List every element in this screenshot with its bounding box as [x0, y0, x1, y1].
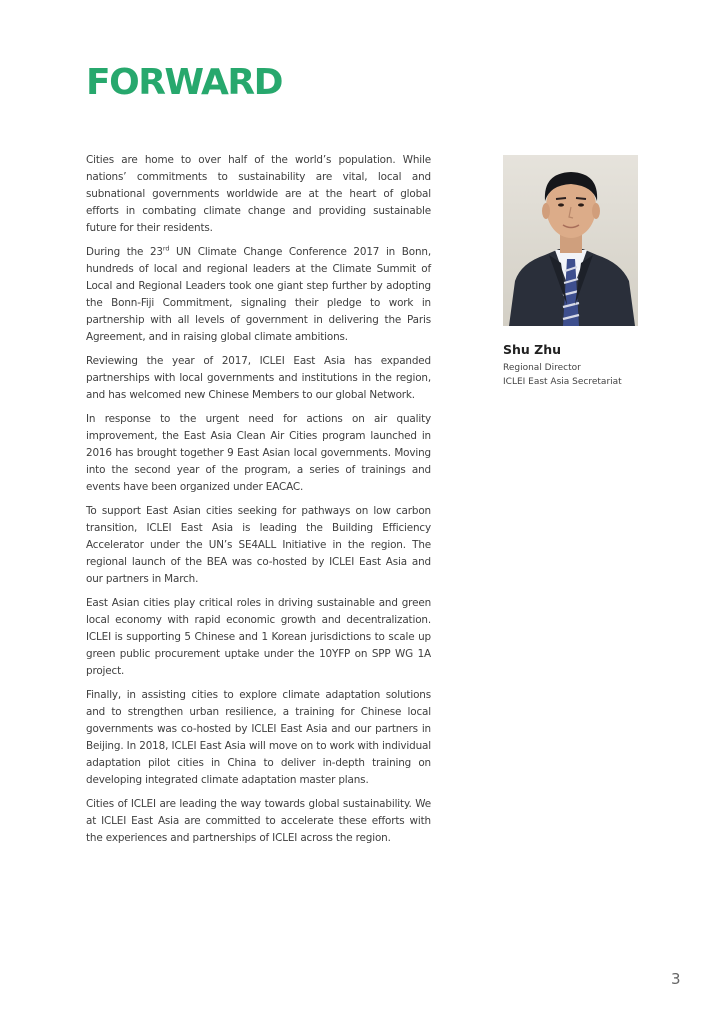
paragraph: Finally, in assisting cities to explore climate adaptation solutions and to strengthen urban resilience, a training for Chinese local governments was co-hosted by ICLEI East Asia and our partners in Beijing. In 2018, ICLEI East Asia will move on to work with individual adaptation pilot cities in China to deliver in-depth training on developing integrated climate adaptation master plans.	[86, 689, 431, 786]
paragraph: Cities are home to over half of the world’s population. While nations’ commitments to sustainability are vital, local and subnational governments worldwide are at the heart of global efforts in combating climate change and providing sustainable future for their residents.	[86, 154, 431, 234]
author-portrait	[503, 155, 638, 326]
author-organization: ICLEI East Asia Secretariat	[503, 377, 622, 387]
paragraph: During the 23rd UN Climate Change Conference 2017 in Bonn, hundreds of local and regional leaders at the Climate Summit of Local and Regional Leaders took one giant step further by adopting the Bonn-Fiji Commitment, signaling their pledge to work in partnership with all levels of government in delivering the Paris Agreement, and in raising global climate ambitions.	[86, 244, 431, 343]
page-number: 3	[671, 970, 681, 988]
paragraph: Reviewing the year of 2017, ICLEI East Asia has expanded partnerships with local governments and institutions in the region, and has welcomed new Chinese Members to our global Network.	[86, 355, 431, 401]
author-name: Shu Zhu	[503, 342, 562, 357]
author-title: Regional Director	[503, 363, 581, 373]
paragraph: In response to the urgent need for actions on air quality improvement, the East Asia Clean Air Cities program launched in 2016 has brought together 9 East Asian local governments. Moving into the second year of the program, a series of trainings and events have been organized under EACAC.	[86, 413, 431, 493]
paragraph: To support East Asian cities seeking for pathways on low carbon transition, ICLEI East Asia is leading the Building Efficiency Accelerator under the UN’s SE4ALL Initiative in the region. The regional launch of the BEA was co-hosted by ICLEI East Asia and our partners in March.	[86, 505, 431, 585]
paragraph: East Asian cities play critical roles in driving sustainable and green local economy with rapid economic growth and decentralization. ICLEI is supporting 5 Chinese and 1 Korean jurisdictions to scale up green public procurement uptake under the 10YFP on SPP WG 1A project.	[86, 597, 431, 677]
page-title: FORWARD	[86, 62, 282, 103]
paragraph: Cities of ICLEI are leading the way towards global sustainability. We at ICLEI East Asia are committed to accelerate these efforts with the experiences and partnerships of ICLEI across the region.	[86, 798, 431, 844]
author-role	[503, 361, 622, 389]
body-text	[86, 152, 431, 854]
